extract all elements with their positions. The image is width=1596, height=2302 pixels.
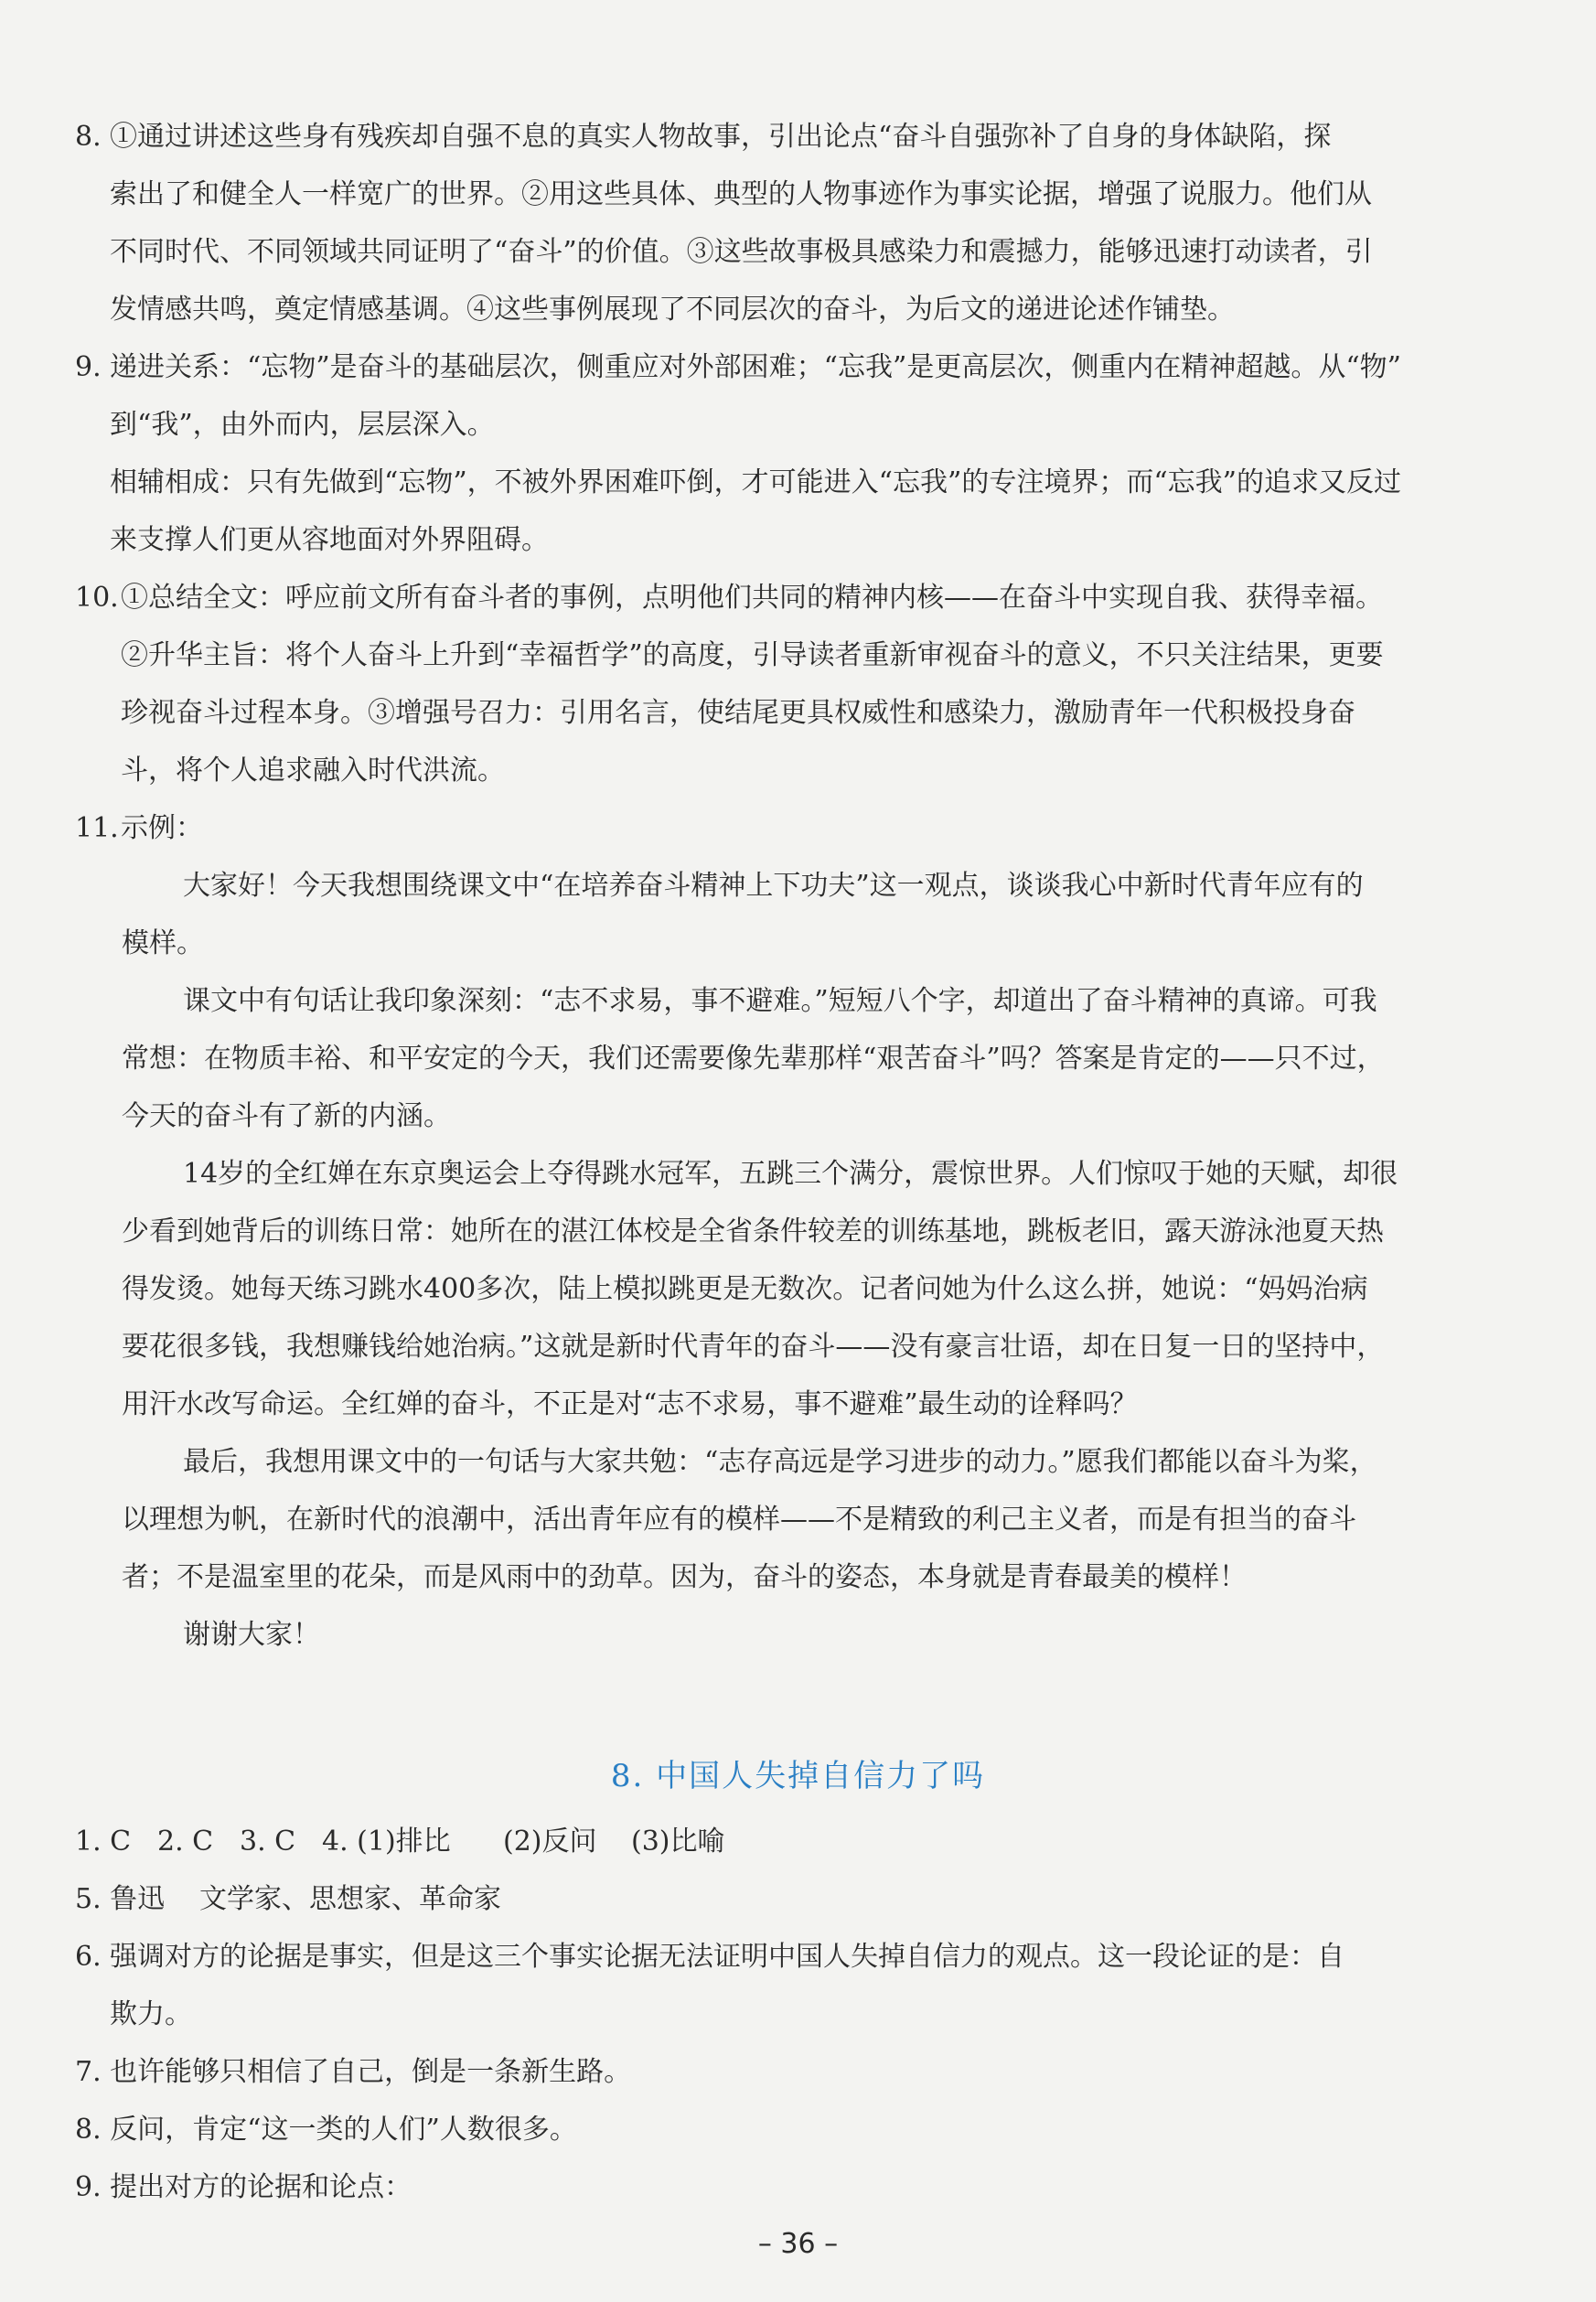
answer-4b: (2)反问 [503, 1826, 597, 1858]
answer-5: 5. 鲁迅 [75, 1883, 166, 1915]
answer-2: 2. C [157, 1826, 214, 1858]
answer-page: 8. ①通过讲述这些身有残疾却自强不息的真实人物故事，引出论点“奋斗自强弥补了自身的身体缺陷，探 索出了和健全人一样宽广的世界。②用这些具体、典型的人物事迹作为事实论据，增强了说服力。他们从 不同时代、不同领域共同证明了“奋斗”的价值。③这些故事极具感染力和震撼力，能够迅速打动读者，引 发情感共鸣，奠定情感基调。④这些事例展现了不同层次的奋斗，为后文的递进论述作铺垫。 9. 递进关系：“忘物”是奋斗的基础层次，侧重应对外部困难；“忘我”是更高层次，侧重内在精神超越。从“物” 到“我”，由外而内，层层深入。 相辅相成：只有先做到“忘物”，不被外界困难吓倒，才可能进入“忘我”的专注境界；而“忘我”的追求又反过 来支撑人们更从容地面对外界阻碍。 10. ①总结全文：呼应前文所有奋斗者的事例，点明他们共同的精神内核——在奋斗中实现自我、获得幸福。 ②升华主旨：将个人奋斗上升到“幸福哲学”的高度，引导读者重新审视奋斗的意义，不只关注结果，更要 珍视奋斗过程本身。③增强号召力：引用名言，使结尾更具权威性和感染力，激励青年一代积极投身奋 斗，将个人追求融入时代洪流。 11. 示例： 大家好！今天我想围绕课文中“在培养奋斗精神上下功夫”这一观点，谈谈我心中新时代青年应有的 模样。 课文中有句话让我印象深刻：“志不求易，事不避难。”短短八个字，却道出了奋斗精神的真谛。可我 常想：在物质丰裕、和平安定的今天，我们还需要像先辈那样“艰苦奋斗”吗？答案是肯定的——只不过， 今天的奋斗有了新的内涵。 14岁的全红婵在东京奥运会上夺得跳水冠军，五跳三个满分，震惊世界。人们惊叹于她的天赋，却很 少看到她背后的训练日常：她所在的湛江体校是全省条件较差的训练基地，跳板老旧，露天游泳池夏天热 得发烫。她每天练习跳水400多次，陆上模拟跳更是无数次。记者问她为什么这么拼，她说：“妈妈治病 要花很多钱，我想赚钱给她治病。”这就是新时代青年的奋斗——没有豪言壮语，却在日复一日的坚持中， 用汗水改写命运。全红婵的奋斗，不正是对“志不求易，事不避难”最生动的诠释吗？ 最后，我想用课文中的一句话与大家共勉：“志存高远是学习进步的动力。”愿我们都能以奋斗为桨， 以理想为帆，在新时代的浪潮中，活出青年应有的模样——不是精致的利己主义者，而是有担当的奋斗 者；不是温室里的花朵，而是风雨中的劲草。因为，奋斗的姿态，本身就是青春最美的模样！ 谢谢大家！ 8. 中国人失掉自信力了吗 1. C 2. C 3. C 4. (1)排比 (2)反问 (3)比喻 5. 鲁迅 文学家、思想家、革命家 6. 强调对方的论据是事实，但是这三个事实论据无法证明中国人失掉自信力的观点。这一段论证的是：自 欺力。 7. 也许能够只相信了自己，倒是一条新生路。 8. 反问，肯定“这一类的人们”人数很多。 9. 提出对方的论据和论点： – 36 – [0, 0, 1596, 2302]
page-number: – 36 – [757, 2228, 839, 2260]
answer-8: 8. 反问，肯定“这一类的人们”人数很多。 [75, 2114, 577, 2146]
section-title: 8. 中国人失掉自信力了吗 [610, 1758, 986, 1794]
answer-3: 3. C [240, 1826, 296, 1858]
answer-9: 9. 提出对方的论据和论点： [75, 2171, 412, 2203]
answer-7: 7. 也许能够只相信了自己，倒是一条新生路。 [75, 2056, 632, 2088]
answer-4c: (3)比喻 [631, 1826, 725, 1858]
answer-5b: 文学家、思想家、革命家 [199, 1883, 501, 1915]
answer-1: 1. C [75, 1826, 132, 1858]
answer-4: 4. (1)排比 [322, 1826, 451, 1858]
